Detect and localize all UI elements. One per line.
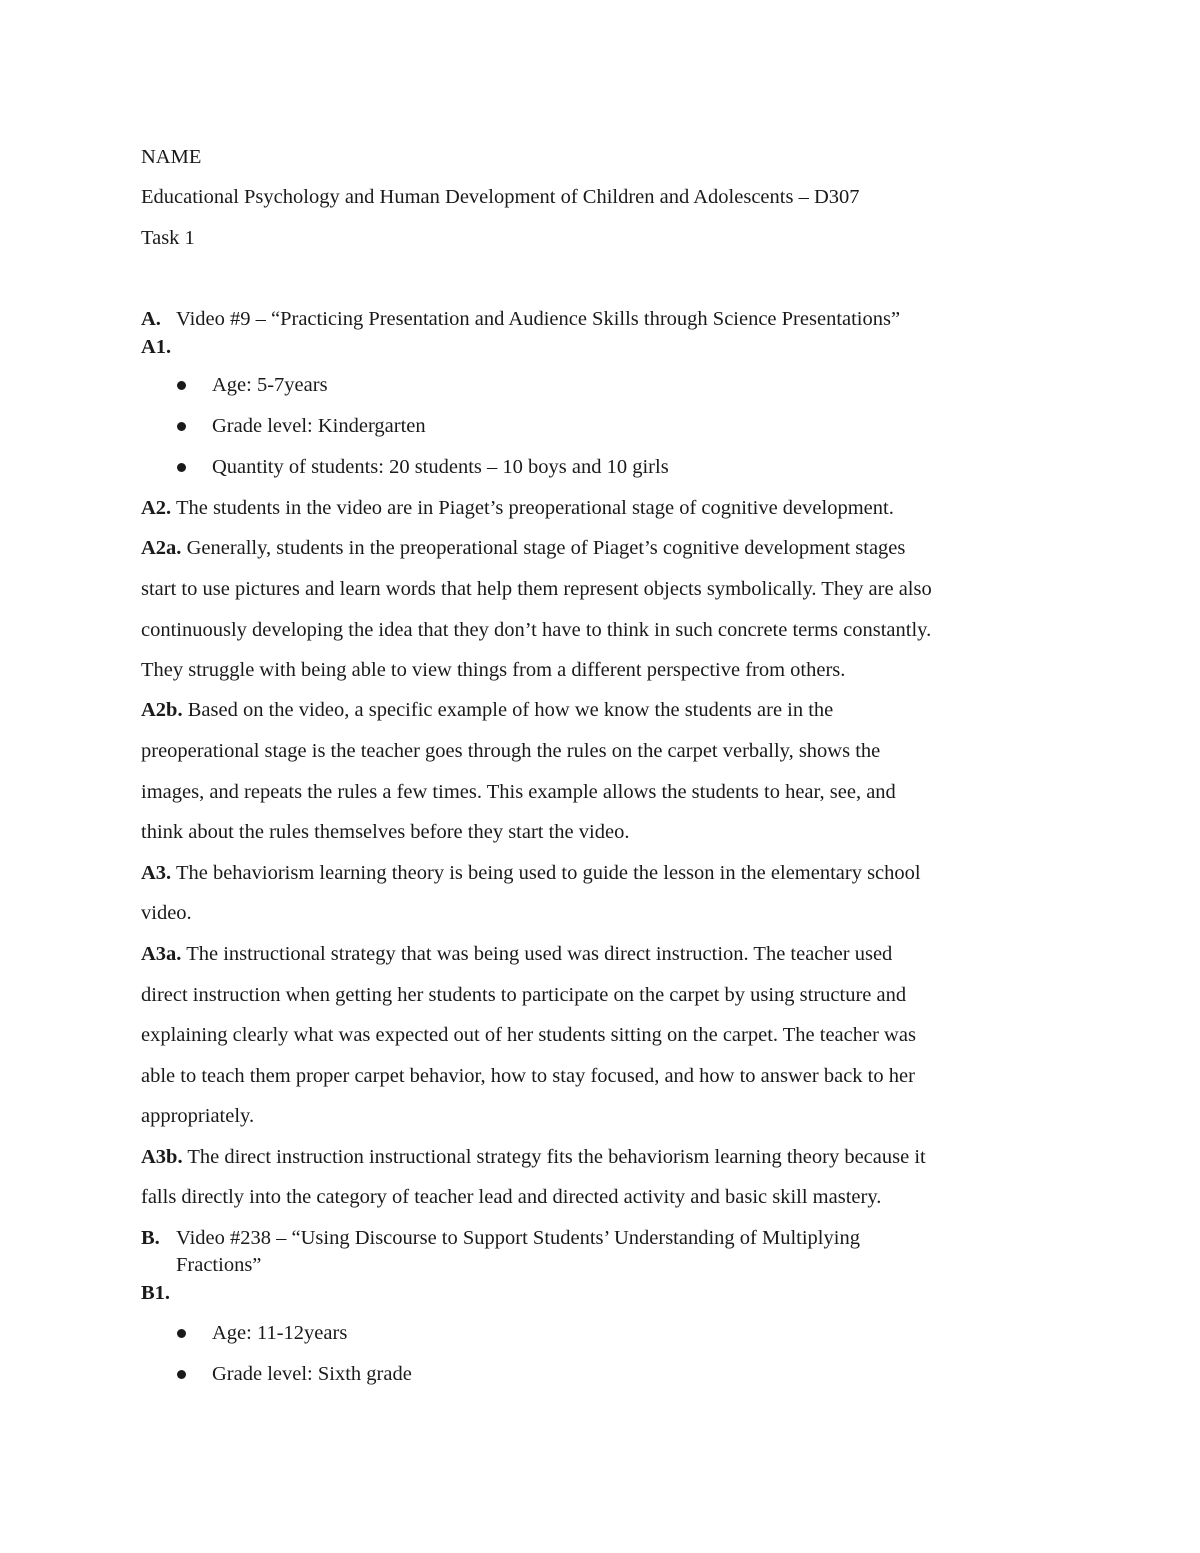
a2a-text: start to use pictures and learn words that help them represent objects symbolically. They are also: [141, 578, 932, 600]
a2b-line: [141, 697, 833, 723]
section-b-label: B.: [141, 1227, 160, 1249]
b1-item-age: Age: 11-12years: [212, 1322, 348, 1344]
a3-text: The behaviorism learning theory is being used to guide the lesson in the elementary school: [175, 862, 921, 884]
a1-item-quantity: Quantity of students: 20 students – 10 boys and 10 girls: [212, 456, 669, 478]
a3b-label: A3b.: [141, 1146, 183, 1168]
a2b-text: think about the rules themselves before they start the video.: [141, 821, 630, 843]
a2a-text: They struggle with being able to view things from a different perspective from others.: [141, 659, 846, 681]
bullet-icon: [177, 381, 186, 390]
a3a-line: [141, 941, 892, 967]
bullet-icon: [177, 422, 186, 431]
task-label: Task 1: [141, 227, 195, 249]
section-b-title: Video #238 – “Using Discourse to Support Students’ Understanding of Multiplying: [176, 1227, 860, 1249]
a2a-label: A2a.: [141, 537, 182, 559]
section-b-title-continued: Fractions”: [176, 1254, 262, 1276]
section-a-heading: [141, 306, 900, 332]
a3-line: [141, 860, 921, 886]
a3a-text: The instructional strategy that was being used was direct instruction. The teacher used: [186, 943, 893, 965]
a3a-text: explaining clearly what was expected out of her students sitting on the carpet. The teacher was: [141, 1024, 916, 1046]
a2-text: The students in the video are in Piaget’s preoperational stage of cognitive development.: [175, 497, 894, 519]
a3b-text: falls directly into the category of teacher lead and directed activity and basic skill mastery.: [141, 1186, 882, 1208]
course-title: Educational Psychology and Human Development of Children and Adolescents – D307: [141, 186, 860, 208]
a3a-text: appropriately.: [141, 1105, 255, 1127]
section-b-heading: [141, 1225, 860, 1251]
section-a-label: A.: [141, 308, 161, 330]
a2-paragraph: [141, 495, 894, 521]
a3a-text: direct instruction when getting her students to participate on the carpet by using structure and: [141, 984, 907, 1006]
bullet-icon: [177, 1370, 186, 1379]
bullet-icon: [177, 463, 186, 472]
a2a-text: Generally, students in the preoperational stage of Piaget’s cognitive development stages: [186, 537, 906, 559]
a2b-text: preoperational stage is the teacher goes through the rules on the carpet verbally, shows the: [141, 740, 881, 762]
b1-label: B1.: [141, 1282, 171, 1304]
a3a-text: able to teach them proper carpet behavior, how to stay focused, and how to answer back to her: [141, 1065, 915, 1087]
a3a-label: A3a.: [141, 943, 182, 965]
a1-label: A1.: [141, 336, 172, 358]
section-a-title: Video #9 – “Practicing Presentation and Audience Skills through Science Presentations”: [176, 308, 901, 330]
b1-item-grade: Grade level: Sixth grade: [212, 1363, 412, 1385]
a2-label: A2.: [141, 497, 172, 519]
bullet-icon: [177, 1329, 186, 1338]
a1-item-grade: Grade level: Kindergarten: [212, 415, 426, 437]
a2b-label: A2b.: [141, 699, 183, 721]
a2a-text: continuously developing the idea that they don’t have to think in such concrete terms constantly.: [141, 619, 932, 641]
a1-item-age: Age: 5-7years: [212, 374, 328, 396]
a3b-text: The direct instruction instructional strategy fits the behaviorism learning theory because it: [187, 1146, 926, 1168]
a2b-text: Based on the video, a specific example of how we know the students are in the: [187, 699, 834, 721]
a2a-line: [141, 535, 905, 561]
student-name: NAME: [141, 146, 202, 168]
a2b-text: images, and repeats the rules a few times. This example allows the students to hear, see, and: [141, 781, 896, 803]
a3-text: video.: [141, 902, 192, 924]
a3-label: A3.: [141, 862, 172, 884]
a3b-line: [141, 1144, 926, 1170]
